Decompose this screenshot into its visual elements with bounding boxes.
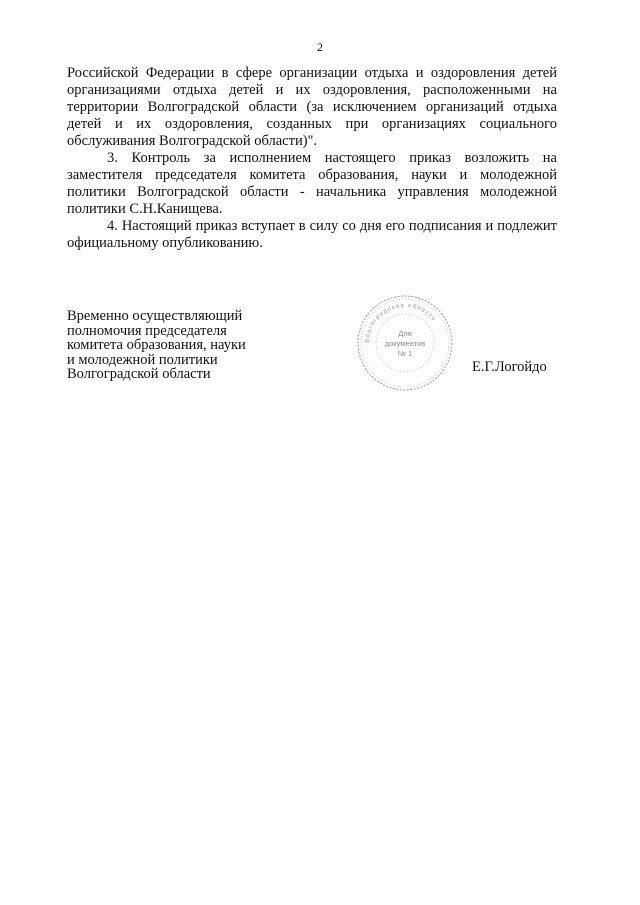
paragraph-item-3: 3. Контроль за исполнением настоящего приказ возложить на заместителя председателя комитета образования, науки и молодежной политики Волгоградской области - начальника управления молодежной политики С.Н.Канищева. [67,150,557,217]
position-line: Волгоградской области [67,366,211,382]
page-number: 2 [317,40,323,54]
seal-line: Для [398,329,412,338]
seal-line: № 1 [397,349,413,358]
position-line: и молодежной политики [67,351,218,368]
paragraph-item-4: 4. Настоящий приказ вступает в силу со дня его подписания и подлежит официальному опубликованию. [67,218,557,251]
official-seal-stamp [355,293,455,393]
position-line: Временно осуществляющий [67,308,243,324]
signatory-position [67,309,327,382]
seal-ring-text: Волгоградская область [364,302,438,344]
paragraph-continuation: Российской Федерации в сфере организации отдыха и оздоровления детей организациями отдыха детей и их оздоровления, расположенными на территории Волгоградской области (за исключением организаций отдыха детей и их оздоровления, созданных при организациях социального обслуживания Волгоградской области)". [67,65,557,149]
position-line: комитета образования, науки [67,337,246,353]
signer-name: Е.Г.Логойдо [472,359,547,375]
position-line: полномочия председателя [67,322,227,339]
document-body [67,65,557,252]
seal-line: документов [384,339,426,348]
seal-icon [355,293,455,393]
